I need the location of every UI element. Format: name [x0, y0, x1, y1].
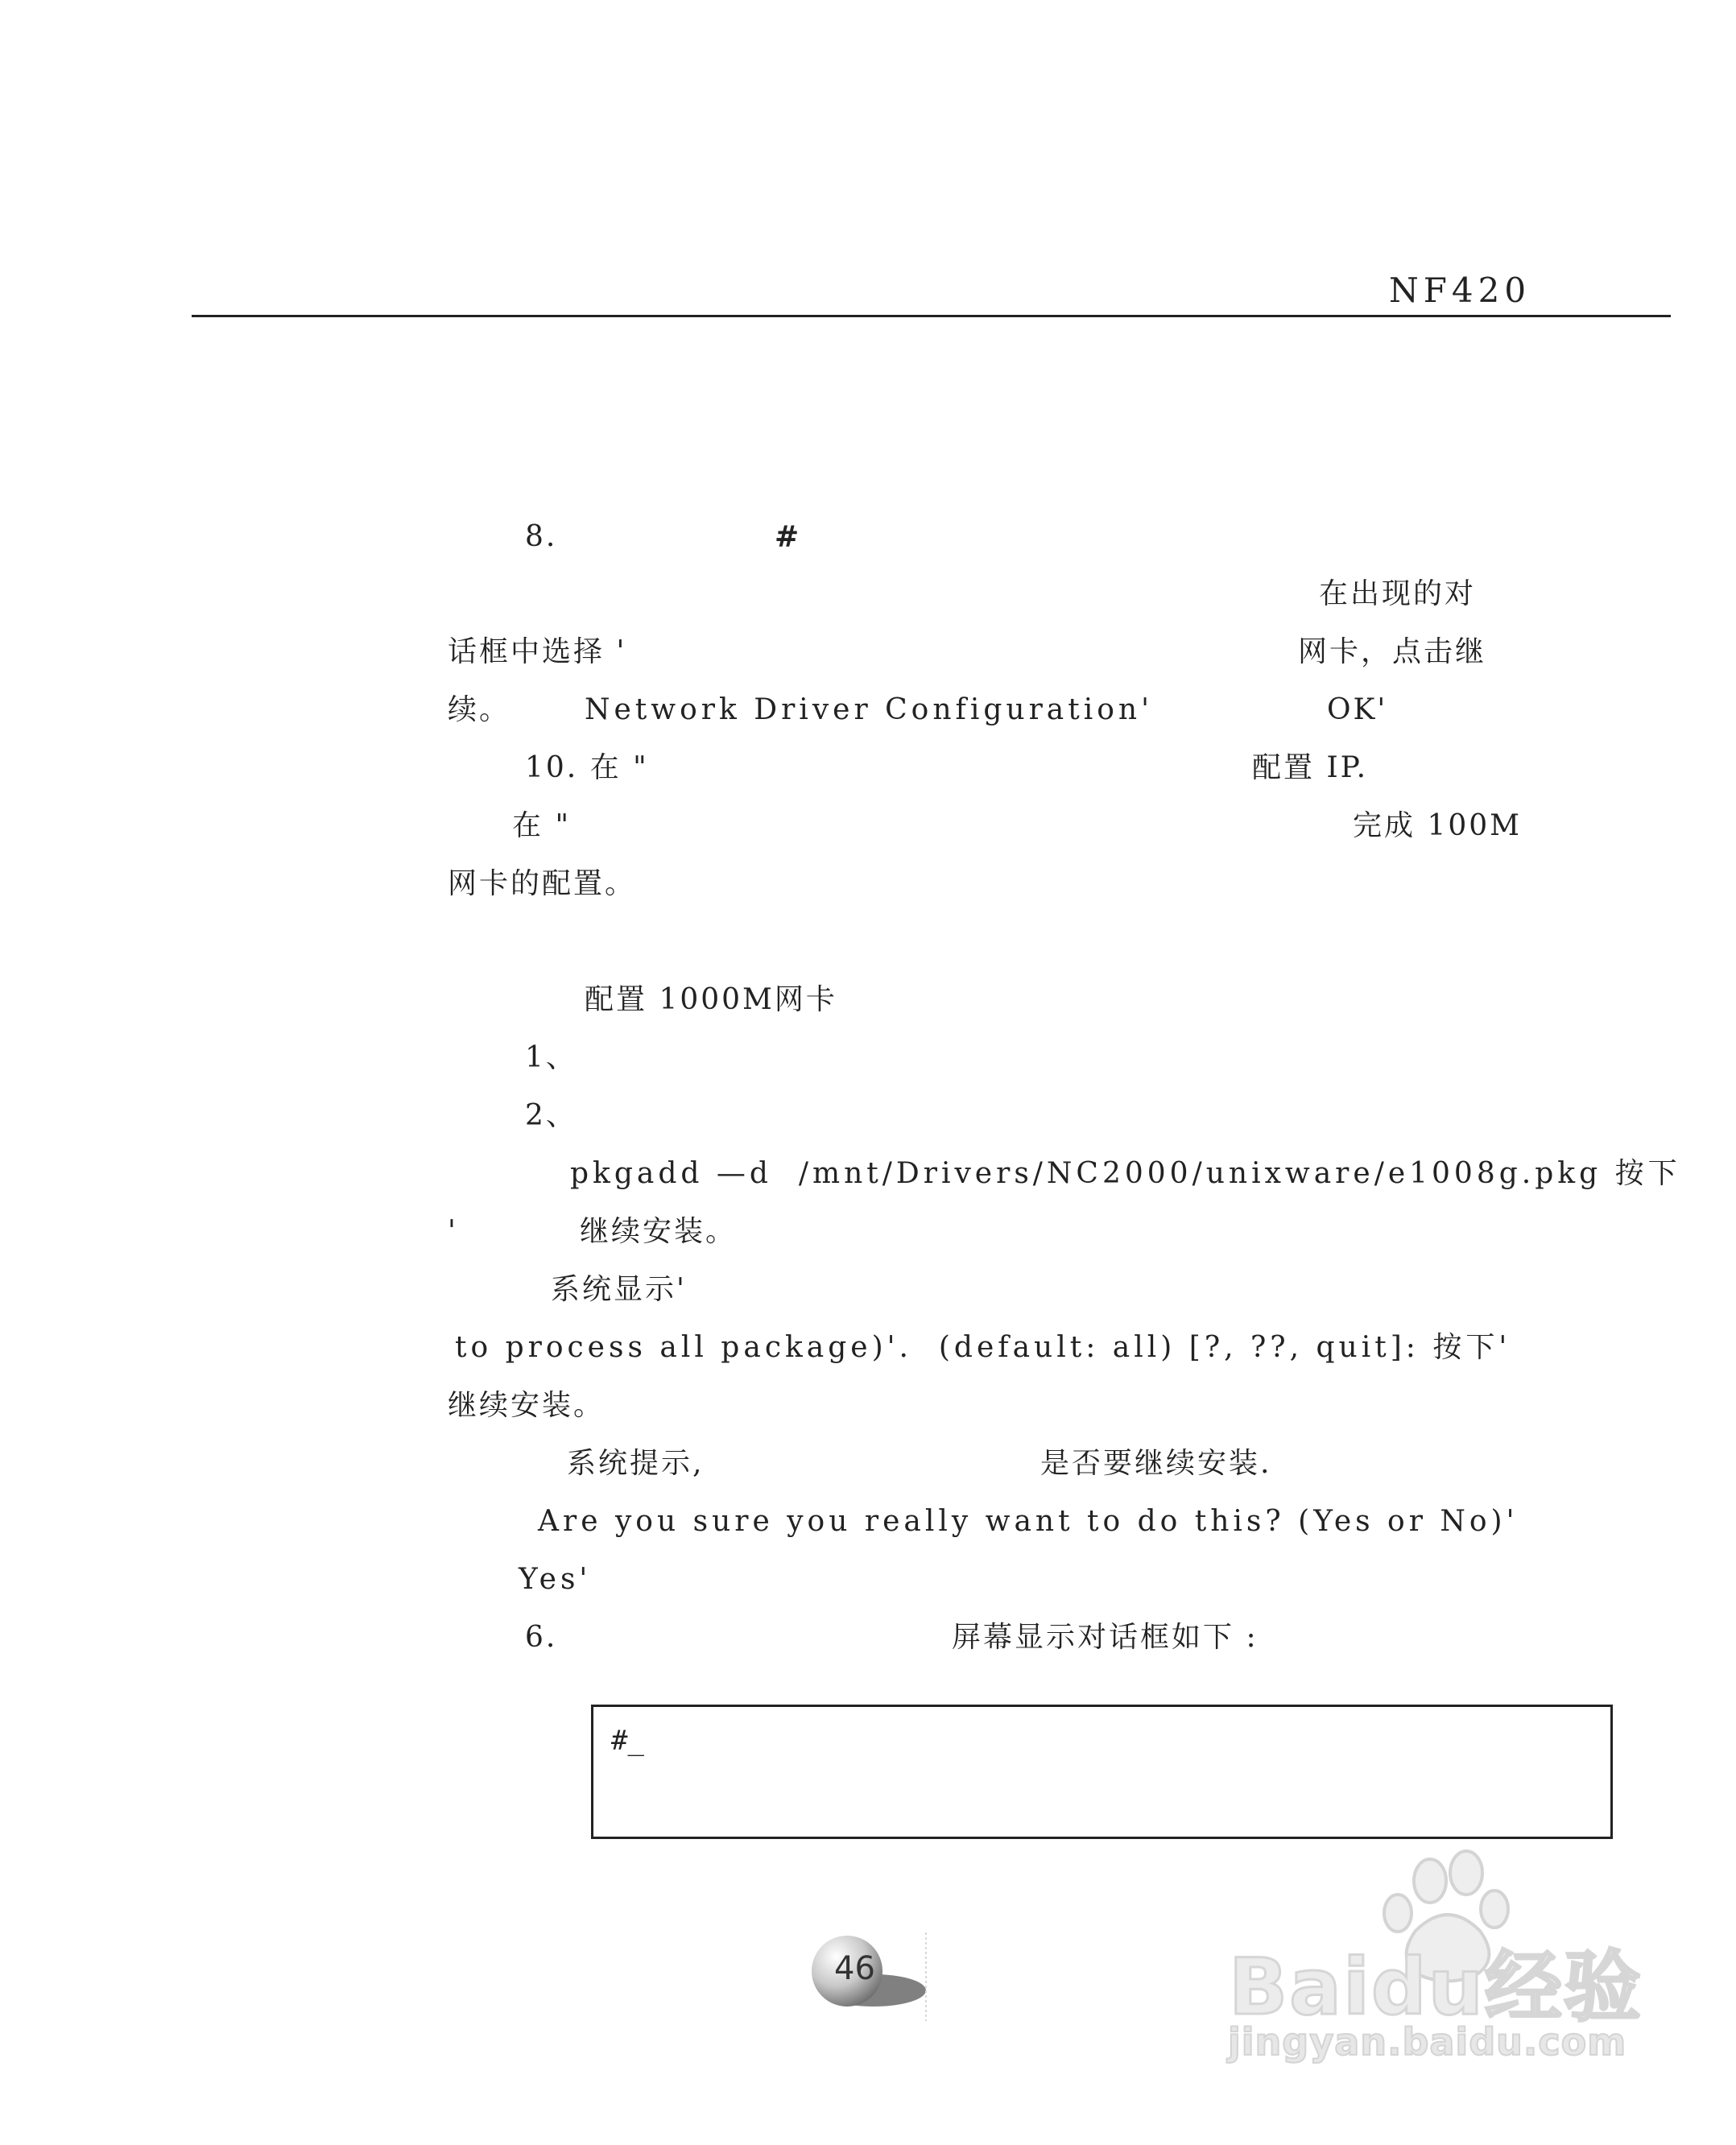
step-8-hash: # [775, 520, 802, 554]
header-title: NF420 [1389, 271, 1531, 310]
step-8-number: 8. [525, 520, 558, 553]
step-10-text: 10. 在 " [525, 751, 649, 784]
text-line-3b: 网卡，点击继 [1298, 635, 1487, 668]
terminal-prompt: #_ [611, 1725, 644, 1757]
text-line-4a: 续。 [448, 693, 511, 726]
system-hint-text: 系统提示, [567, 1447, 705, 1480]
text-line-3a: 话框中选择 ' [448, 635, 627, 668]
yes-answer: Yes' [519, 1563, 592, 1596]
text-line-2: 在出现的对 [1319, 577, 1477, 610]
section-step-1: 1、 [525, 1041, 577, 1074]
watermark-brand: Baidu经验 [1229, 1942, 1643, 2032]
configure-ip-text: 配置 IP. [1252, 751, 1369, 784]
ok-label: OK' [1327, 693, 1388, 726]
system-display-text: 系统显示' [551, 1273, 687, 1306]
continue-install-text-2: 继续安装。 [448, 1389, 606, 1422]
section-step-2: 2、 [525, 1099, 577, 1132]
network-driver-configuration-label: Network Driver Configuration' [585, 693, 1153, 726]
confirm-continue-text: 是否要继续安装. [1040, 1447, 1272, 1480]
text-line-6b: 完成 100M [1353, 809, 1523, 842]
quote-mark: ' [448, 1215, 458, 1248]
page-number: 46 [834, 1950, 875, 1987]
pkgadd-command: pkgadd —d /mnt/Drivers/NC2000/unixware/e1008g.pkg 按下 [570, 1157, 1681, 1190]
step-6-number: 6. [525, 1621, 558, 1654]
text-line-7: 网卡的配置。 [448, 867, 637, 900]
are-you-sure-prompt: Are you sure you really want to do this? (Yes or No)' [538, 1505, 1519, 1538]
section-heading: 配置 1000M网卡 [585, 983, 837, 1016]
terminal-box [591, 1705, 1613, 1839]
text-line-6a: 在 " [512, 809, 572, 842]
continue-install-text-1: 继续安装。 [580, 1215, 738, 1248]
process-packages-prompt: to process all package)'. (default: all) [?, ??, quit]: 按下' [455, 1331, 1511, 1364]
watermark-site: jingyan.baidu.com [1228, 2020, 1627, 2064]
screen-dialog-text: 屏幕显示对话框如下 : [952, 1621, 1259, 1654]
header-rule [192, 315, 1671, 317]
